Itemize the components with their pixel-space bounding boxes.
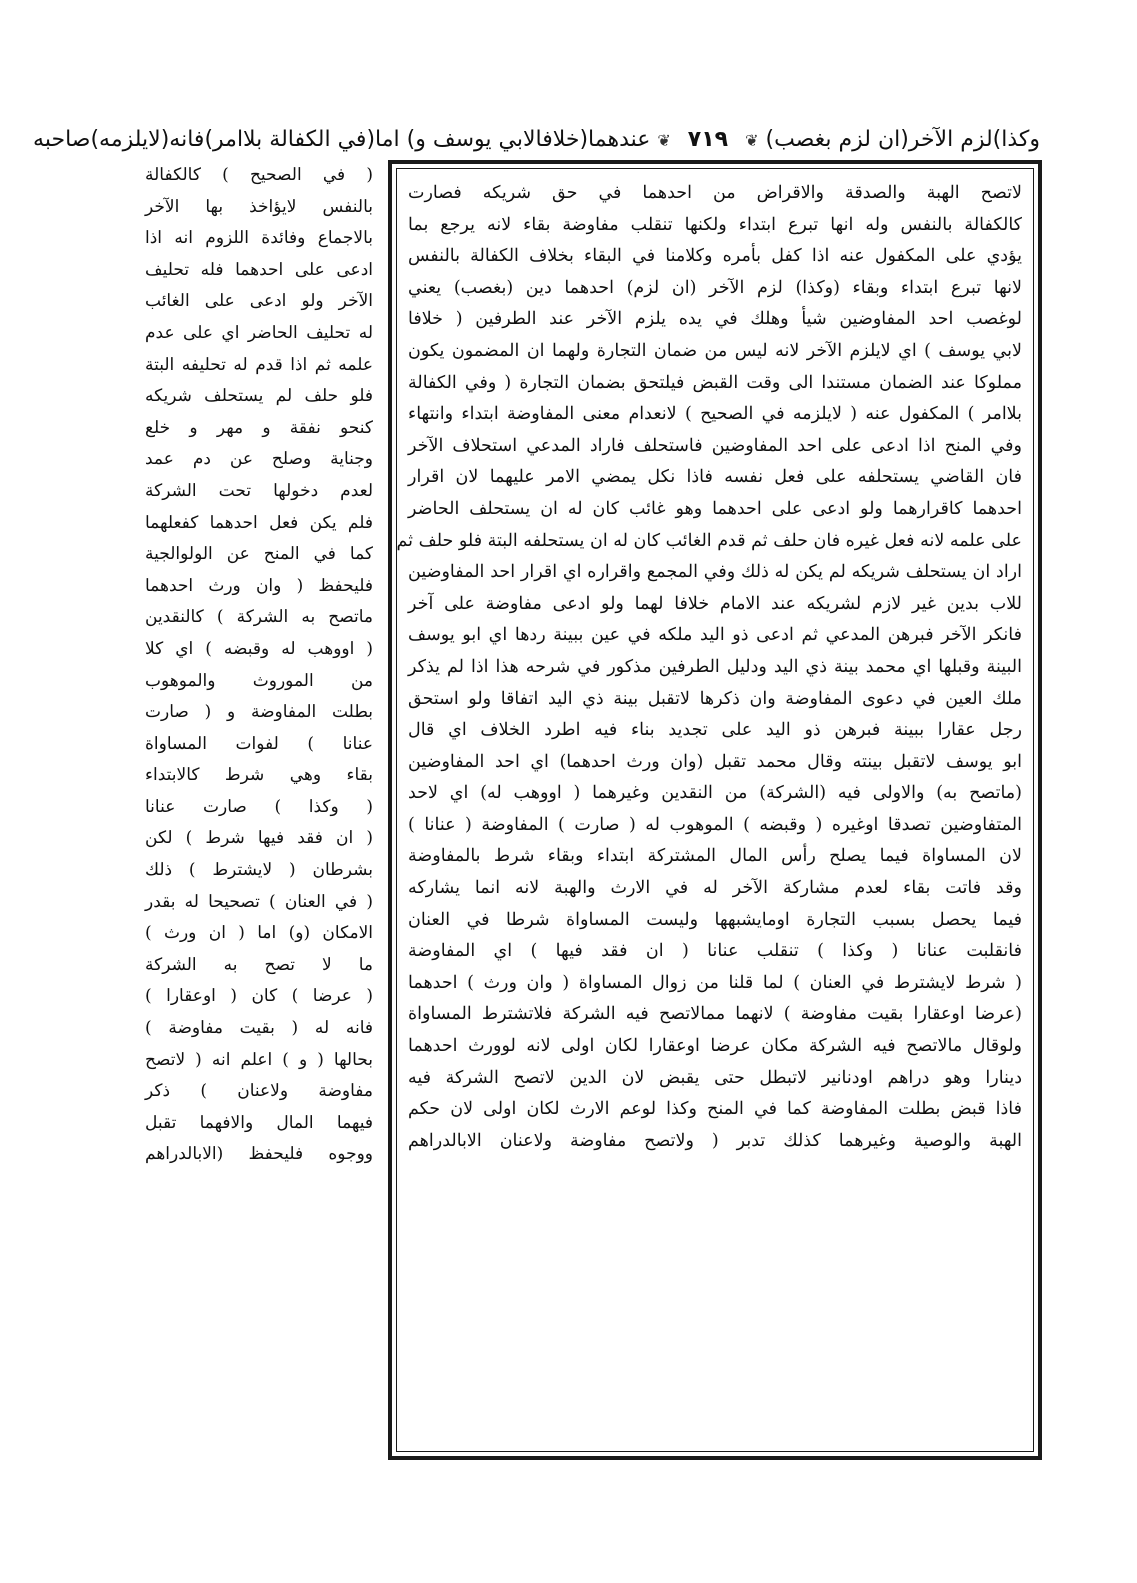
- main-text-body: [396, 178, 1022, 1442]
- main-text-line: لانها تبرع ابتداء وبقاء (وكذا) لزم الآخر (ان لزم) احدهما دين (بغصب) يعني: [408, 277, 1022, 298]
- margin-text-line: بطلت المفاوضة و ( صارت: [145, 702, 373, 723]
- margin-text-line: لعدم دخولها تحت الشركة: [145, 480, 373, 501]
- main-text-line: لاتصح الهبة والصدقة والاقراض من احدهما في حق شريكه فصارت: [408, 183, 1022, 203]
- margin-text-line: ( في العنان ) تصحيحا له بقدر: [145, 891, 373, 912]
- ornament-left: ❦: [745, 131, 759, 150]
- margin-text-line: عنانا ) لفوات المساواة: [145, 733, 373, 754]
- main-text-line: لابي يوسف ) اي لايلزم الآخر لانه ليس من ضمان التجارة ولهما ان المضمون يكون: [408, 340, 1022, 361]
- margin-text-line: الآخر ولو ادعى على الغائب: [145, 291, 373, 312]
- main-text-line: فانقلبت عنانا ( وكذا ) تنقلب عنانا ( ان فقد فيها ) اي المفاوضة: [408, 941, 1022, 962]
- main-text-line: ابو يوسف لاتقبل بينته وقال محمد تقبل (وان ورث احدهما) اي احد المفاوضين: [408, 751, 1022, 772]
- main-text-line: فيما يحصل بسبب التجارة اومايشبهها وليست المساواة شرطا في العنان: [408, 909, 1022, 930]
- main-text-line: البينة وقبلها اي محمد بينة ذي اليد ودليل الطرفين مذكور في شرحه هذا اذا لم يذكر: [408, 656, 1022, 677]
- margin-text-line: من الموروث والموهوب: [145, 670, 373, 691]
- main-text-line: بلاامر ) المكفول عنه ( لايلزمه في الصحيح ) لانعدام معنى المفاوضة ابتداء وانتهاء: [408, 404, 1022, 425]
- margin-text-line: كنحو نفقة و مهر و خلع: [145, 417, 373, 438]
- margin-text-line: بالنفس لايؤاخذ بها الآخر: [145, 196, 373, 217]
- main-text-line: فان القاضي يستحلفه على فعل نفسه فاذا نكل يمضي الامر عليهما لان اقرار: [408, 467, 1022, 488]
- main-text-line: وقد فاتت بقاء لعدم مشاركة الآخر له في الارث والهبة لانه انما يشاركه: [408, 878, 1022, 899]
- margin-text-line: كما في المنح عن الولوالجية: [145, 544, 373, 565]
- margin-text-line: فيهما المال والافهما تقبل: [145, 1112, 373, 1133]
- ornament-right: ❦: [657, 131, 671, 150]
- margin-text-line: وجناية وصلح عن دم عمد: [145, 449, 373, 470]
- main-text-frame: [388, 160, 1042, 1460]
- main-text-line: (ماتصح به) والاولى فيه (الشركة) من النقدين وغيرهما ( اووهب له) اي لاحد: [408, 783, 1022, 804]
- main-text-line: لوغصب احد المفاوضين شيأ وهلك في يده يلزم الآخر عند الطرفين ( خلافا: [408, 309, 1022, 330]
- margin-text-line: ما لا تصح به الشركة: [145, 954, 373, 975]
- main-text-line: يؤدي على المكفول عنه اذا كفل بأمره وكلامنا في البقاء بخلاف الكفالة بالنفس: [408, 246, 1022, 267]
- main-text-line: ولوقال مالاتصح فيه الشركة مكان عرضا اوعقارا لكان اولى لانه لوورث احدهما: [408, 1036, 1022, 1057]
- main-text-line: (عرضا اوعقارا بقيت مفاوضة ) لانهما ممالاتصح فيه الشركة فلاتشترط المساواة: [408, 1004, 1022, 1025]
- main-text-line: للاب بدين غير لازم لشريكه عند الامام خلافا لهما ولو ادعى مفاوضة على آخر: [408, 593, 1022, 614]
- main-text-line: على علمه لانه فعل غيره فان حلف ثم قدم الغائب كان له ان يستحلفه البتة فلو حلف ثم: [396, 530, 1022, 551]
- main-text-line: دينارا وهو دراهم اودنانير لاتبطل حتى يقبض لان الدين لاتصح الشركة فيه: [408, 1067, 1022, 1088]
- main-text-line: فانكر الآخر فبرهن المدعي ثم ادعى ذو اليد ملكه في عين ببينة ردها اي ابو يوسف: [408, 625, 1022, 646]
- main-text-line: فاذا قبض بطلت المفاوضة كما في المنح وكذا لوعم الارث لكان اولى لان حكم: [408, 1099, 1022, 1120]
- margin-text-line: فلو حلف لم يستحلف شريكه: [145, 386, 373, 407]
- main-text-line: رجل عقارا ببينة فبرهن ذو اليد على تجديد بناء فيه اطرد الخلاف اي قال: [408, 720, 1022, 741]
- margin-text-line: مفاوضة ولاعنان ) ذكر: [145, 1081, 373, 1102]
- margin-text-line: بالاجماع وفائدة اللزوم انه اذا: [145, 228, 373, 249]
- margin-text-line: ماتصح به الشركة ) كالنقدين: [145, 607, 373, 628]
- margin-text-line: ( اووهب له وقبضه ) اي كلا: [145, 638, 373, 659]
- margin-text-line: بحالها ( و ) اعلم انه ( لاتصح: [145, 1049, 373, 1070]
- margin-text-line: له تحليف الحاضر اي على عدم: [145, 322, 373, 343]
- margin-text-line: بقاء وهي شرط كالابتداء: [145, 765, 373, 786]
- margin-text-line: علمه ثم اذا قدم له تحليفه البتة: [145, 354, 373, 375]
- main-text-line: لان المساواة فيما يصلح رأس المال المشتركة ابتداء وبقاء شرط بالمفاوضة: [408, 846, 1022, 867]
- margin-text-line: ( عرضا ) كان ( اوعقارا ): [145, 986, 373, 1007]
- margin-text-line: بشرطان ( لايشترط ) ذلك: [145, 860, 373, 881]
- main-text-line: اراد ان يستحلف شريكه لم يكن له ذلك وفي المجمع واقراره اي اقرار احد المفاوضين: [408, 562, 1022, 583]
- main-text-line: كالكفالة بالنفس وله انها تبرع ابتداء ولكنها تنقلب مفاوضة بقاء لانه يرجع بما: [408, 214, 1022, 235]
- margin-text-line: ( وكذا ) صارت عنانا: [145, 796, 373, 817]
- main-text-line: الهبة والوصية وغيرهما كذلك تدبر ( ولاتصح مفاوضة ولاعنان الابالدراهم: [408, 1130, 1022, 1151]
- main-text-line: احدهما كاقرارهما ولو ادعى على احدهما وهو غائب كان له ان يستحلف الحاضر: [408, 498, 1022, 519]
- main-text-line: ملك العين في دعوى المفاوضة وان ذكرها لاتقبل بينة ذي اليد اتفاقا ولو استحق: [408, 688, 1022, 709]
- margin-text-line: فليحفظ ( وان ورث احدهما: [145, 575, 373, 596]
- margin-commentary: [145, 160, 373, 1460]
- margin-text-line: ( في الصحيح ) كالكفالة: [145, 165, 373, 185]
- main-text-line: مملوكا عند الضمان مستندا الى وقت القبض فيلتحق بضمان التجارة ( وفي الكفالة: [408, 372, 1022, 393]
- header-left-text: عندهما(خلافالابي يوسف و) اما(في الكفالة بلاامر)فانه(لايلزمه)صاحبه: [33, 127, 651, 152]
- margin-text-line: ووجوه فليحفظ (الابالدراهم: [145, 1144, 373, 1165]
- main-text-line: ( شرط لايشترط في العنان ) لما قلنا من زوال المساواة ( وان ورث ) احدهما: [408, 972, 1022, 993]
- main-text-line: وفي المنح اذا ادعى على احد المفاوضين فاستحلف فاراد المدعي استحلاف الآخر: [408, 435, 1022, 456]
- margin-text-line: ادعى على احدهما فله تحليف: [145, 259, 373, 280]
- page-number: ٧١٩: [687, 127, 729, 152]
- margin-text-line: فلم يكن فعل احدهما كفعلهما: [145, 512, 373, 533]
- margin-text-line: ( ان فقد فيها شرط ) لكن: [145, 828, 373, 849]
- main-text-line: المتفاوضين تصدقا اوغيره ( وقبضه ) الموهوب له ( صارت ) المفاوضة ( عنانا ): [408, 814, 1022, 835]
- margin-text-line: الامكان (و) اما ( ان ورث ): [145, 923, 373, 944]
- header-right-text: وكذا)لزم الآخر(ان لزم بغصب): [765, 127, 1040, 152]
- running-header: [33, 122, 1040, 158]
- margin-text-line: فانه له ( بقيت مفاوضة ): [145, 1018, 373, 1039]
